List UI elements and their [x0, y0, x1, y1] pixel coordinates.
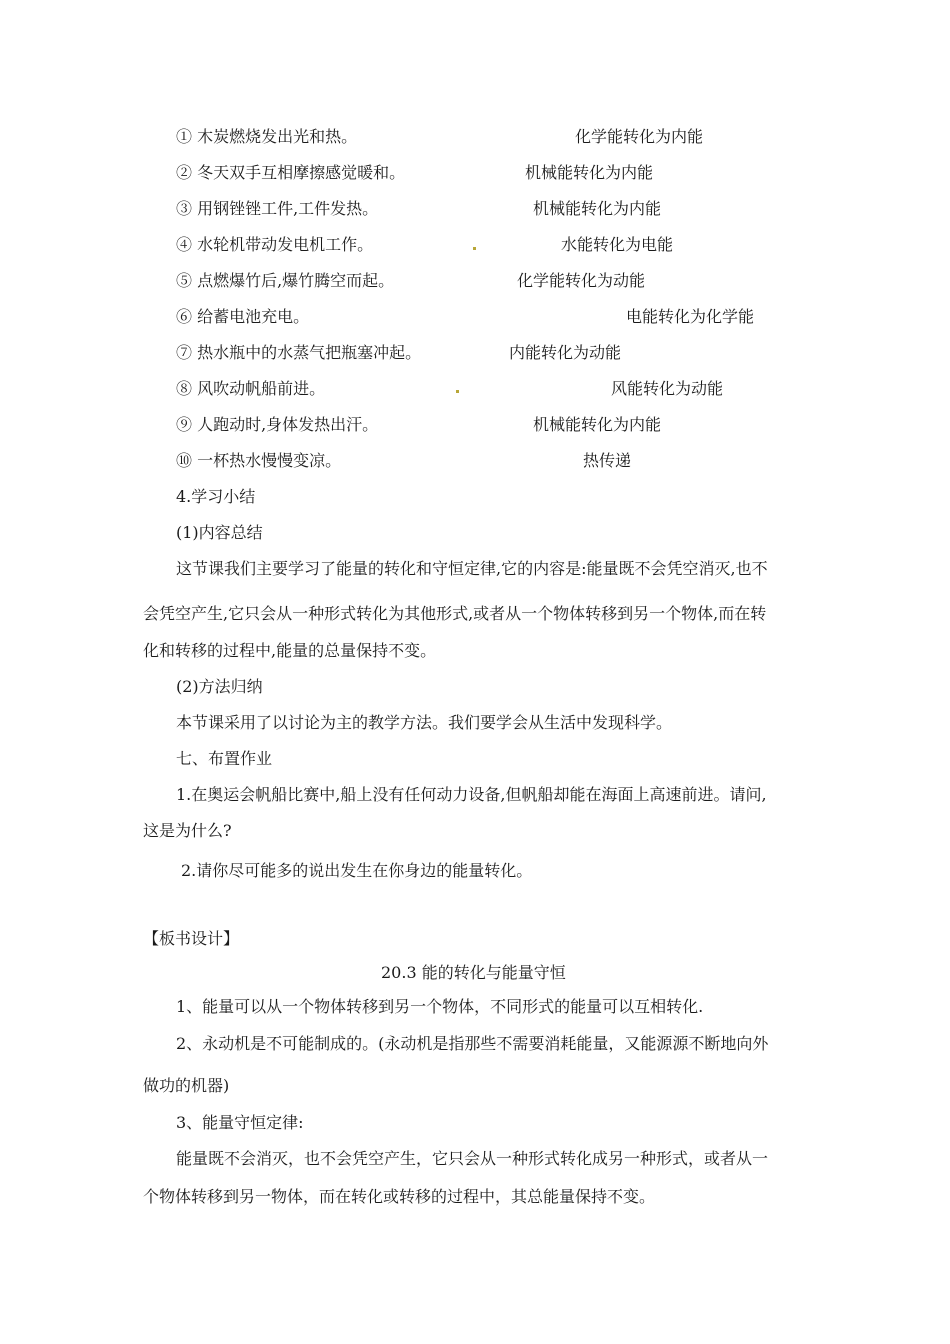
homework-item-2: 2.请你尽可能多的说出发生在你身边的能量转化。 [181, 861, 533, 880]
example-5-text: ⑤ 点燃爆竹后,爆竹腾空而起。 [176, 271, 395, 290]
example-8-result: 风能转化为动能 [611, 379, 724, 398]
board-point-3: 3、能量守恒定律: [176, 1113, 304, 1132]
example-1-text: ① 木炭燃烧发出光和热。 [176, 127, 358, 146]
example-10-text: ⑩ 一杯热水慢慢变凉。 [176, 451, 342, 470]
example-1-result: 化学能转化为内能 [575, 127, 704, 146]
example-6-text: ⑥ 给蓄电池充电。 [176, 307, 310, 326]
example-2-result: 机械能转化为内能 [525, 163, 654, 182]
example-3-text: ③ 用钢锉锉工件,工件发热。 [176, 199, 379, 218]
board-point-2-line-1: 2、永动机是不可能制成的。(永动机是指那些不需要消耗能量，又能源源不断地向外 [176, 1034, 769, 1053]
conservation-law-line-2: 个物体转移到另一物体，而在转化或转移的过程中，其总能量保持不变。 [143, 1187, 656, 1206]
conservation-law-line-1: 能量既不会消灭，也不会凭空产生，它只会从一种形式转化成另一种形式，或者从一 [176, 1149, 769, 1168]
method-text: 本节课采用了以讨论为主的教学方法。我们要学会从生活中发现科学。 [176, 713, 673, 732]
example-7-text: ⑦ 热水瓶中的水蒸气把瓶塞冲起。 [176, 343, 422, 362]
example-9-text: ⑨ 人跑动时,身体发热出汗。 [176, 415, 379, 434]
example-2-text: ② 冬天双手互相摩擦感觉暖和。 [176, 163, 406, 182]
example-7-result: 内能转化为动能 [509, 343, 622, 362]
example-10-result: 热传递 [583, 451, 632, 470]
example-4-text: ④ 水轮机带动发电机工作。 [176, 235, 374, 254]
homework-item-1-line-1: 1.在奥运会帆船比赛中,船上没有任何动力设备,但帆船却能在海面上高速前进。请问, [176, 785, 767, 804]
speck-mark [473, 247, 476, 250]
example-4-result: 水能转化为电能 [561, 235, 674, 254]
homework-heading: 七、布置作业 [176, 749, 273, 768]
content-summary-line-3: 化和转移的过程中,能量的总量保持不变。 [143, 641, 437, 660]
example-8-text: ⑧ 风吹动帆船前进。 [176, 379, 326, 398]
homework-item-1-line-2: 这是为什么? [143, 821, 232, 840]
board-point-1: 1、能量可以从一个物体转移到另一个物体，不同形式的能量可以互相转化. [176, 997, 704, 1016]
speck-mark [456, 390, 459, 393]
content-summary-line-1: 这节课我们主要学习了能量的转化和守恒定律,它的内容是:能量既不会凭空消灭,也不 [176, 559, 768, 578]
example-5-result: 化学能转化为动能 [517, 271, 646, 290]
board-design-title: 20.3 能的转化与能量守恒 [381, 963, 566, 982]
board-design-label: 【板书设计】 [143, 929, 240, 948]
example-6-result: 电能转化为化学能 [626, 307, 755, 326]
content-summary-line-2: 会凭空产生,它只会从一种形式转化为其他形式,或者从一个物体转移到另一个物体,而在转 [143, 604, 767, 623]
board-point-2-line-2: 做功的机器) [143, 1076, 230, 1095]
summary-heading: 4.学习小结 [176, 487, 256, 506]
method-heading: (2)方法归纳 [176, 677, 263, 696]
example-9-result: 机械能转化为内能 [533, 415, 662, 434]
example-3-result: 机械能转化为内能 [533, 199, 662, 218]
content-summary-heading: (1)内容总结 [176, 523, 263, 542]
